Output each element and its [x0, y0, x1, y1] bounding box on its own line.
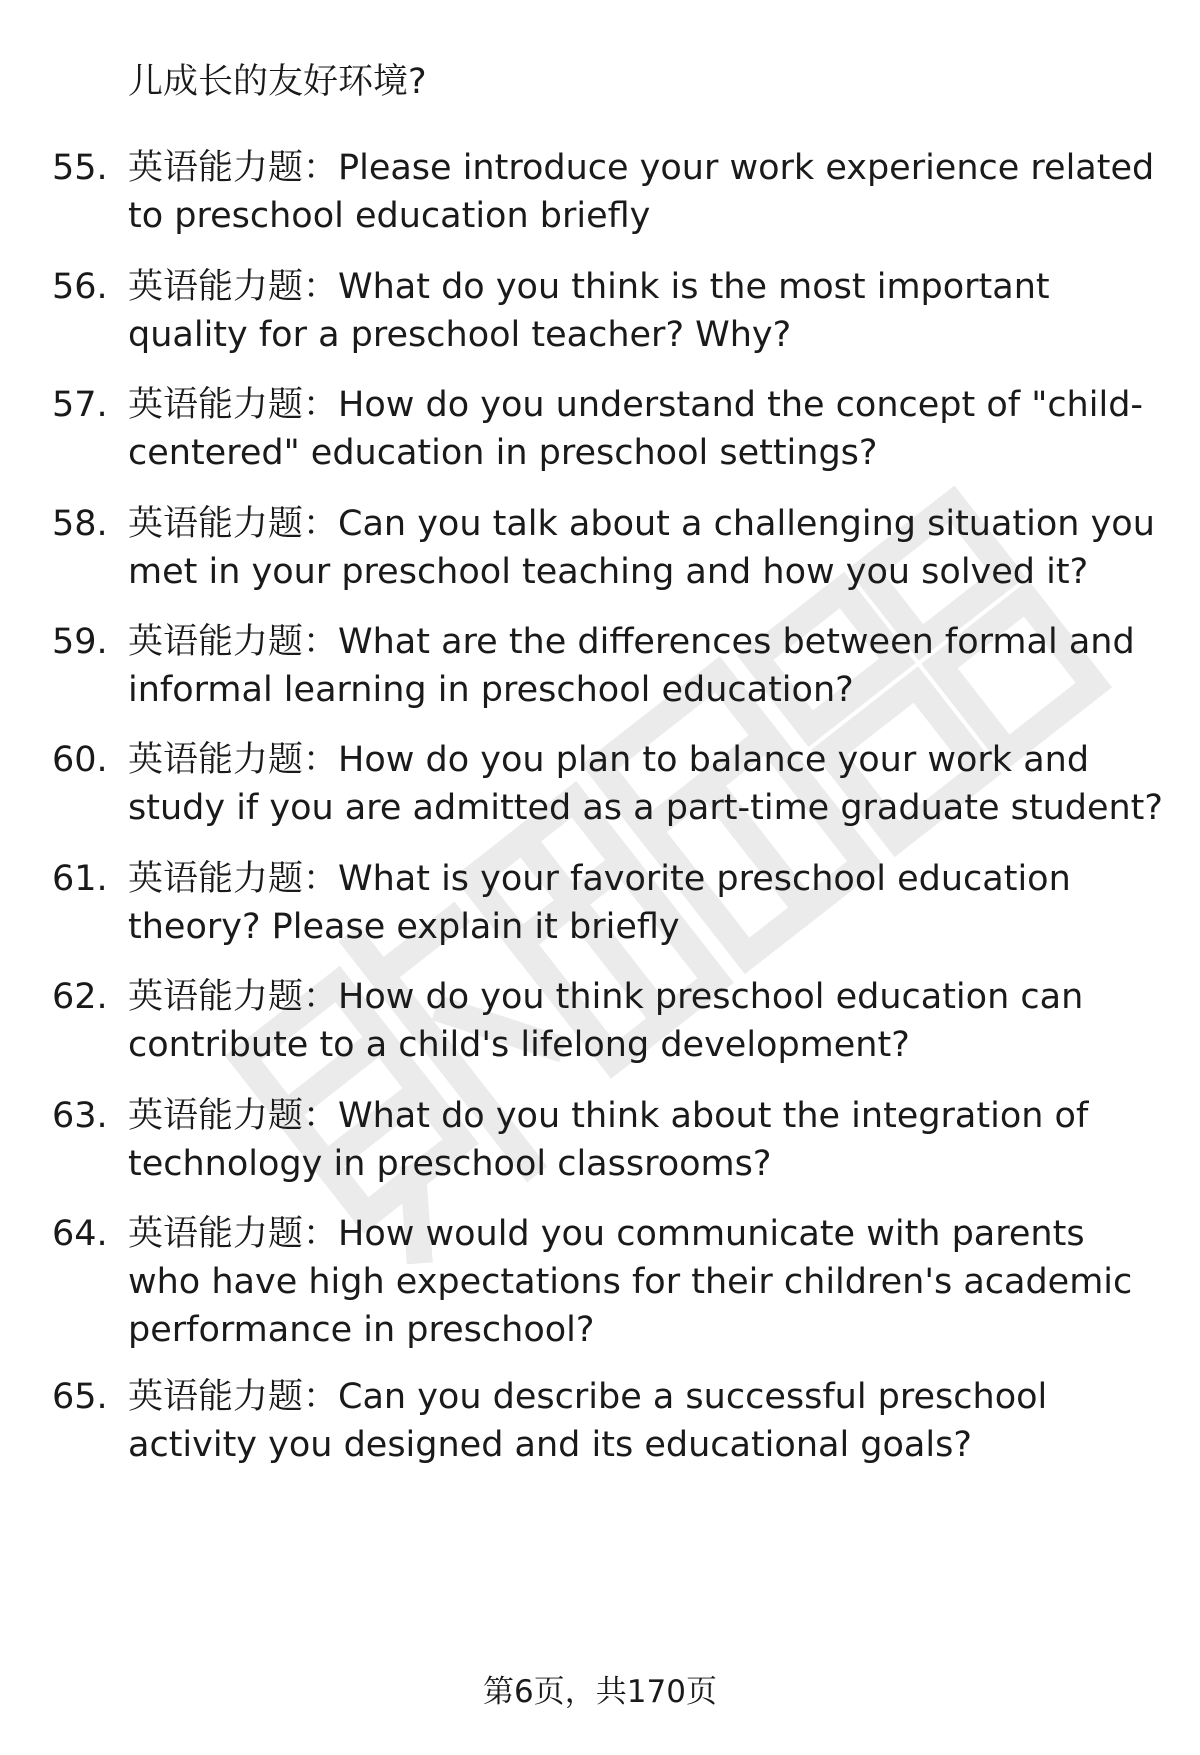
question-line: theory? Please explain it briefly	[128, 907, 680, 947]
question-line: 英语能力题：How would you communicate with parents	[128, 1214, 1085, 1254]
question-text	[128, 500, 1155, 596]
question-text	[128, 1210, 1150, 1354]
page-footer: 第6页，共170页	[483, 1674, 717, 1710]
question-line: centered" education in preschool settings?	[128, 433, 878, 473]
question-line: 英语能力题：What is your favorite preschool education	[128, 859, 1071, 899]
question-text	[128, 855, 1150, 951]
question-line: 英语能力题：What do you think about the integration of	[128, 1096, 1089, 1136]
question-line: informal learning in preschool education?	[128, 670, 854, 710]
question-line: 英语能力题：Can you describe a successful preschool	[128, 1377, 1048, 1417]
question-line: met in your preschool teaching and how you solved it?	[128, 552, 1089, 592]
question-line: 英语能力题：How do you understand the concept of "child-	[128, 385, 1144, 425]
question-text	[128, 1092, 1150, 1188]
question-line: to preschool education briefly	[128, 196, 651, 236]
question-line: technology in preschool classrooms?	[128, 1144, 772, 1184]
question-text	[128, 381, 1150, 477]
question-number: 59.	[52, 622, 108, 662]
question-line: activity you designed and its educational goals?	[128, 1425, 972, 1465]
question-text	[128, 973, 1150, 1069]
question-line: contribute to a child's lifelong development?	[128, 1025, 910, 1065]
question-line: 英语能力题：What do you think is the most important	[128, 267, 1050, 307]
question-text	[128, 618, 1150, 714]
question-text	[128, 1373, 1150, 1469]
question-line: who have high expectations for their children's academic	[128, 1262, 1133, 1302]
question-line: 英语能力题：How do you think preschool education can	[128, 977, 1084, 1017]
question-line: 英语能力题：What are the differences between formal and	[128, 622, 1135, 662]
continuation-text: 儿成长的友好环境?	[128, 62, 427, 102]
question-number: 61.	[52, 859, 108, 899]
question-number: 64.	[52, 1214, 108, 1254]
question-number: 57.	[52, 385, 108, 425]
question-line: quality for a preschool teacher? Why?	[128, 315, 792, 355]
question-text	[128, 263, 1150, 359]
question-number: 56.	[52, 267, 108, 307]
question-number: 58.	[52, 504, 108, 544]
question-line: 英语能力题：Please introduce your work experience related	[128, 148, 1155, 188]
question-number: 65.	[52, 1377, 108, 1417]
question-number: 60.	[52, 740, 108, 780]
question-number: 63.	[52, 1096, 108, 1136]
question-number: 62.	[52, 977, 108, 1017]
question-line: study if you are admitted as a part-time graduate student?	[128, 788, 1163, 828]
question-text	[128, 736, 1163, 832]
question-line: 英语能力题：Can you talk about a challenging situation you	[128, 504, 1155, 544]
question-line: performance in preschool?	[128, 1310, 595, 1350]
question-line: 英语能力题：How do you plan to balance your work and	[128, 740, 1090, 780]
question-number: 55.	[52, 148, 108, 188]
question-text	[128, 144, 1155, 240]
